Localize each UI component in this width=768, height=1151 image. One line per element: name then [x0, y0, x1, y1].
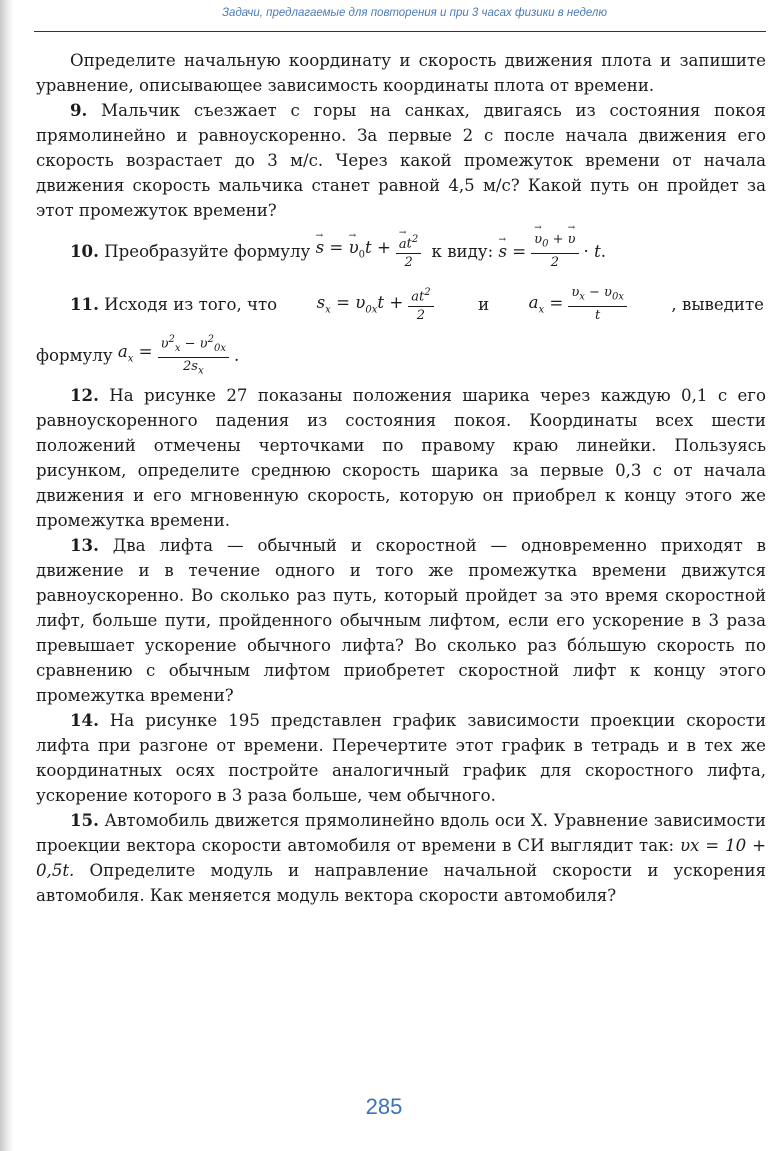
- formula-ax-result: $a_x$ =: [117, 341, 153, 365]
- problem-text: и: [478, 294, 490, 314]
- problem-13: [36, 533, 766, 708]
- problem-text: На рисунке 27 показаны положения шарика через каждую 0,1 с его равноускоренного падения из состояния покоя. Координаты всех шести положений отмечены черточками по правому краю линейки. Пользуясь рисунком, определите среднюю скорость шарика за первые 0,3 с от начала движения и его мгновенную скорость, которую он приобрел к концу этого же промежутка времени.: [36, 386, 766, 530]
- fraction-v0-v: → $\frac{\upsilon_0 + \to \upsilon}{2}$: [531, 232, 578, 270]
- problem-text: На рисунке 195 представлен график зависимости проекции скорости лифта при разгоне от времени. Перечертите этот график в тетрадь и в тех же координатных осях постройте аналогичный график для скоростного лифта, ускорение которого в 3 раза больше, чем обычного.: [36, 711, 767, 805]
- formula-s: → s = → $\upsilon_0t$ +: [316, 235, 391, 267]
- problem-text: Преобразуйте формулу: [104, 241, 311, 261]
- formula-vx: υx = 10 + 0,5t.: [36, 836, 766, 880]
- page-number: 285: [365, 1094, 403, 1119]
- page-edge-shadow: [0, 0, 14, 1151]
- problem-14: [36, 708, 766, 808]
- header-rule: [34, 31, 766, 32]
- formula-times-t: · t.: [583, 241, 607, 261]
- problem-text: Мальчик съезжает с горы на санках, двигаясь из состояния покоя прямолинейно и равноускоренно. За первые 2 с после начала движения его скорость возрастает до 3 м/с. Через какой промежуток времени от начала движения скорость мальчика станет равной 4,5 м/с? Какой путь он пройдет за этот промежуток времени?: [36, 101, 766, 220]
- formula-s-target: → s =: [498, 239, 526, 264]
- running-head: Задачи, предлагаемые для повторения и при 3 часах физики в неделю: [222, 7, 608, 19]
- problem-number: 12.: [70, 385, 99, 405]
- problem-12: [36, 383, 766, 533]
- problem-number: 9.: [70, 100, 88, 120]
- problem-number: 13.: [70, 535, 99, 555]
- problem-11-line2: формулу $a_x$ = $\frac{\upsilon^2_x - \upsilon^2_{0x}}{2s_x}$ .: [36, 333, 240, 377]
- problem-number: 10.: [70, 240, 99, 261]
- problem-10: [36, 223, 766, 279]
- problem-15: [36, 808, 766, 908]
- page-body: [36, 48, 766, 908]
- problem-number: 15.: [70, 810, 99, 830]
- fraction-v2: $\frac{\upsilon^2_x - \upsilon^2_{0x}}{2s_x}$: [158, 332, 229, 379]
- problem-9: [36, 98, 766, 223]
- problem-text: Определите модуль и направление начальной скорости и ускорения автомобиля. Как меняется модуль вектора скорости автомобиля?: [36, 861, 766, 905]
- formula-sx: $s_x = \upsilon_{0x}t$ + $\frac{at^2}{2}$: [317, 285, 439, 322]
- fraction-at2: → $\frac{at^2}{2}$: [396, 232, 421, 269]
- problem-text: Автомобиль движется прямолинейно вдоль оси X. Уравнение зависимости проекции вектора скорости автомобиля от времени в СИ выглядит так:: [36, 811, 766, 855]
- paragraph-intro: Определите начальную координату и скорость движения плота и запишите уравнение, описывающее зависимость координаты плота от времени.: [36, 51, 766, 95]
- problem-number: 11.: [70, 293, 99, 314]
- problem-text: формулу: [36, 345, 113, 365]
- formula-ax: $a_x$ = $\frac{\upsilon_x - \upsilon_{0x}}{t}$: [529, 285, 632, 323]
- problem-text: к виду:: [431, 241, 494, 261]
- problem-text: , выведите: [671, 294, 764, 314]
- problem-text: Два лифта — обычный и скоростной — одновременно приходят в движение и в течение одного и того же промежутка времени движутся равноускоренно. Во сколько раз путь, который пройдет за это время скоростной лифт, больше пути, пройденного обычным лифтом, если его ускорение в 3 раза превышает ускорение обычного лифта? Во сколько раз бóльшую скорость по сравнению с обычным лифтом приобретет скоростной лифт к концу этого промежутка времени?: [36, 536, 766, 705]
- problem-number: 14.: [70, 710, 99, 730]
- problem-text: Исходя из того, что: [104, 294, 278, 314]
- problem-11-line1: [36, 279, 766, 329]
